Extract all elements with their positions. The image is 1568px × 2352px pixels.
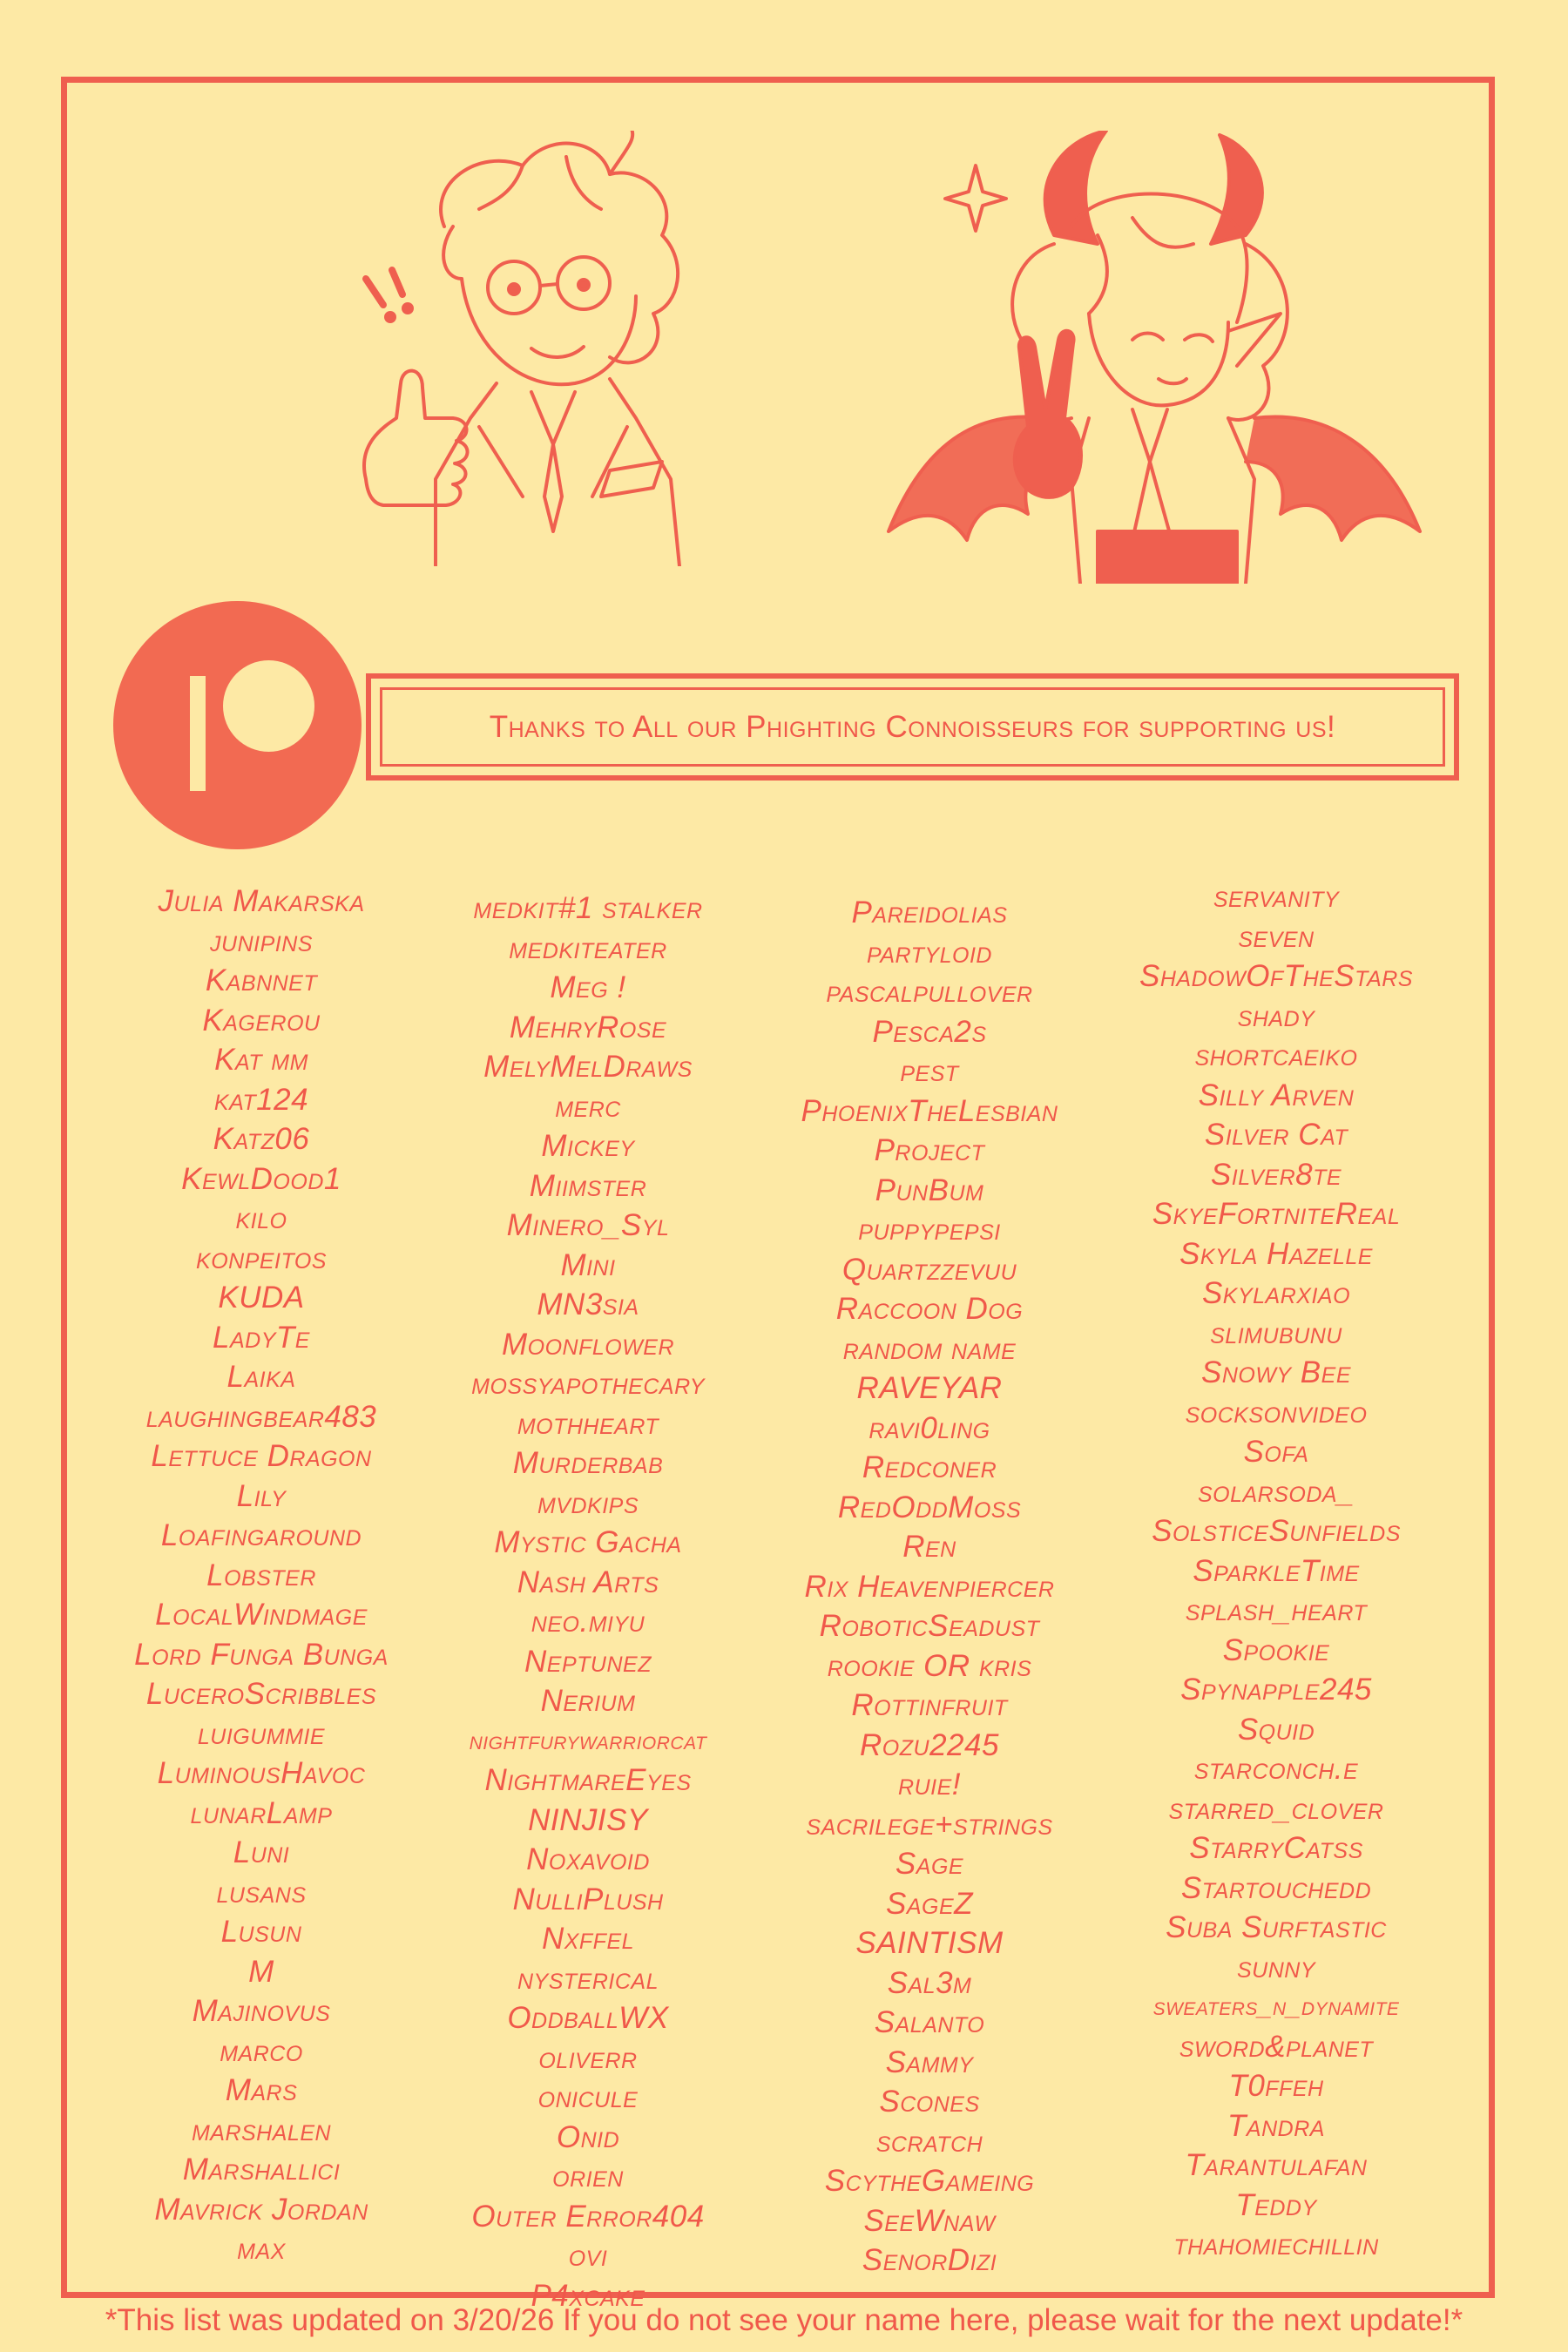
supporter-name: PhoenixTheLesbian [801,1093,1058,1128]
supporter-name: Sage [895,1847,964,1881]
supporter-name: pascalpullover [826,975,1033,1009]
supporter-name: pest [900,1054,959,1088]
supporter-name: SkyeFortniteReal [1152,1197,1401,1231]
supporter-name: KUDA [218,1281,305,1315]
supporter-name: NulliPlush [512,1882,664,1916]
supporter-name: mossyapothecary [471,1367,705,1401]
supporter-name: Tandra [1227,2108,1325,2143]
supporter-name: Rix Heavenpiercer [804,1569,1055,1604]
supporter-name: laughingbear483 [145,1399,377,1434]
thanks-banner-text: Thanks to All our Phighting Connoisseurs for supporting us! [380,687,1445,767]
supporter-name: ShadowOfTheStars [1139,959,1413,993]
supporter-name: Lusun [220,1915,302,1949]
supporter-name: ScytheGameing [824,2164,1035,2198]
supporter-name: Miimster [529,1168,647,1203]
character-demon-peace-sign-illustration [871,131,1429,584]
supporter-name: socksonvideo [1185,1395,1368,1429]
supporter-name: Rozu2245 [860,1727,999,1762]
supporter-name: P4xcake [531,2278,645,2313]
supporter-name: orien [552,2159,624,2193]
supporter-name: lusans [216,1875,307,1909]
supporter-name: Julia Makarska [158,884,365,918]
supporter-name: Silver8te [1210,1157,1342,1192]
supporter-name: mvdkips [537,1485,639,1520]
supporter-name: sword&planet [1179,2029,1374,2064]
supporter-name: kat124 [213,1082,309,1117]
supporter-name: Nash Arts [517,1565,659,1599]
supporter-name: M [248,1954,274,1989]
supporter-name: starred_clover [1168,1791,1384,1826]
supporter-name: Ren [902,1530,956,1564]
supporter-name: Onid [556,2119,620,2154]
supporter-name: Marshallici [182,2153,341,2186]
patreon-logo-icon [113,601,362,849]
supporter-name: oliverr [538,2040,638,2075]
supporter-name: marshalen [191,2112,332,2147]
supporter-name: marco [220,2033,303,2068]
supporter-name: Mars [225,2073,298,2107]
supporter-name: Luni [233,1835,290,1869]
supporter-name: sunny [1236,1950,1315,1984]
supporter-name: Teddy [1235,2187,1317,2222]
supporter-name: RedOddMoss [837,1490,1022,1524]
supporter-name: Moonflower [501,1327,675,1362]
supporter-name: Lily [236,1478,287,1513]
supporter-name: LuceroScribbles [145,1677,377,1711]
supporter-name: scratch [875,2124,983,2159]
supporter-name: OddballWX [507,2001,669,2035]
supporter-name: nysterical [517,1961,659,1996]
supporter-name: Laika [226,1360,296,1394]
supporter-name: Mavrick Jordan [154,2192,368,2227]
supporter-name: Sammy [885,2044,974,2079]
supporter-name: puppypepsi [858,1213,1001,1247]
supporter-name: sacrilege+strings [806,1807,1053,1842]
supporter-name: Mini [560,1247,616,1282]
supporter-name: T0ffeh [1228,2069,1324,2103]
supporter-name: Suba Surftastic [1166,1910,1387,1944]
supporter-name: Spookie [1222,1632,1330,1667]
thanks-banner [366,673,1459,781]
supporter-name: Outer Error404 [471,2199,705,2234]
supporter-name: Lettuce Dragon [151,1439,372,1473]
supporter-name: Pesca2s [872,1014,987,1049]
patreon-logo-dot [223,660,314,752]
supporter-name: Pareidolias [851,896,1008,929]
supporter-column-1 [96,882,427,2269]
supporter-name: slimubunu [1210,1315,1342,1350]
supporter-name: kilo [235,1201,287,1235]
supporter-name: mothheart [517,1406,659,1441]
supporter-name: shortcaeiko [1194,1038,1358,1072]
supporter-name: NightmareEyes [484,1763,692,1797]
supporter-name: luigummie [197,1716,326,1751]
supporter-name: Kabnnet [205,963,318,997]
supporter-name: StarryCatss [1189,1831,1363,1865]
supporter-column-4 [1111,877,1442,2265]
supporter-name: merc [555,1089,621,1124]
supporter-name: konpeitos [196,1240,327,1275]
supporter-name: Nxffel [541,1922,635,1956]
supporter-name: Salanto [874,2005,985,2039]
supporter-column-2 [422,889,754,2315]
supporter-name: ravi0ling [868,1410,990,1445]
supporter-name: KewlDood1 [181,1161,341,1196]
supporter-name: Neptunez [524,1644,652,1679]
supporter-name: Meg ! [550,970,626,1004]
supporter-name: SparkleTime [1193,1553,1360,1588]
supporter-name: Squid [1237,1712,1315,1747]
supporter-name: Skyla Hazelle [1179,1236,1373,1271]
supporter-name: MelyMelDraws [483,1050,693,1084]
supporter-name: splash_heart [1185,1593,1368,1627]
supporter-name: Mickey [541,1129,635,1163]
supporter-name: PunBum [875,1173,984,1207]
supporter-name: solarsoda_ [1197,1474,1355,1509]
supporter-name: Startouchedd [1180,1870,1372,1905]
supporter-name: LuminousHavoc [157,1756,366,1790]
supporter-name: Silly Arven [1198,1078,1355,1112]
supporter-name: neo.miyu [531,1605,645,1639]
character-thumbs-up-illustration [348,131,749,566]
supporter-name: RoboticSeadust [819,1609,1040,1643]
supporter-name: Loafingaround [160,1518,362,1552]
supporter-name: Noxavoid [526,1842,650,1876]
supporter-name: partyloid [867,935,992,970]
supporter-column-3 [764,893,1095,2281]
supporter-name: rookie OR kris [827,1648,1032,1683]
supporter-name: SenorDizi [862,2243,997,2277]
supporter-name: Project [874,1133,985,1167]
supporter-name: nightfurywarriorcat [469,1726,707,1755]
supporter-name: seven [1238,919,1315,954]
supporter-name: Kagerou [202,1003,321,1037]
patreon-logo-bar [190,676,206,791]
supporter-name: Scones [879,2085,980,2119]
supporter-name: servanity [1213,880,1340,914]
supporter-name: Redconer [862,1450,997,1484]
supporter-name: Minero_Syl [506,1208,670,1242]
supporter-name: thahomiechillin [1173,2227,1379,2261]
supporter-name: MN3sia [537,1288,639,1321]
supporter-name: medkit#1 stalker [473,891,703,925]
supporter-name: MehryRose [509,1010,667,1044]
update-note: *This list was updated on 3/20/26 If you do not see your name here, please wait for the next update!* [105,2303,1463,2337]
supporter-name: lunarLamp [190,1795,333,1830]
supporter-name: sweaters_n_dynamite [1152,1992,1400,2021]
supporter-name: onicule [537,2080,639,2114]
supporter-name: Skylarxiao [1201,1276,1351,1310]
supporter-name: Majinovus [192,1994,331,2028]
supporter-name: LocalWindmage [155,1598,368,1632]
supporter-name: SAINTISM [855,1926,1004,1960]
supporter-name: random name [842,1331,1017,1366]
supporter-list [96,880,1490,2313]
supporter-name: junipins [210,923,313,958]
supporter-name: Spynapple245 [1180,1673,1372,1707]
supporter-name: max [237,2232,286,2266]
supporter-name: medkiteater [509,930,667,965]
supporter-name: shady [1237,998,1315,1033]
supporter-name: Kat mm [214,1043,308,1077]
supporter-name: Katz06 [213,1122,310,1156]
supporter-name: ovi [568,2239,608,2273]
supporter-name: Quartzzevuu [841,1252,1017,1287]
supporter-name: ruie! [898,1767,961,1801]
supporter-name: NINJISY [528,1802,648,1837]
supporter-name: Silver Cat [1204,1118,1348,1152]
supporter-name: Snowy Bee [1200,1355,1352,1389]
supporter-name: SeeWnaw [863,2203,996,2238]
supporter-name: starconch.e [1193,1752,1359,1786]
supporter-name: Sal3m [887,1965,972,2000]
supporter-name: Murderbab [512,1446,664,1480]
supporter-name: Raccoon Dog [835,1292,1024,1326]
supporter-name: Nerium [540,1684,636,1718]
supporter-name: LadyTe [213,1320,310,1355]
supporter-name: Lord Funga Bunga [134,1637,389,1672]
supporter-name: SolsticeSunfields [1152,1514,1401,1548]
supporter-name: Lobster [206,1558,316,1592]
supporter-name: Mystic Gacha [494,1525,682,1559]
supporter-name: SageZ [885,1886,974,1921]
supporter-name: Tarantulafan [1185,2148,1368,2182]
supporter-name: Sofa [1243,1435,1309,1469]
supporter-name: RAVEYAR [856,1371,1003,1405]
supporter-name: Rottinfruit [851,1688,1008,1722]
